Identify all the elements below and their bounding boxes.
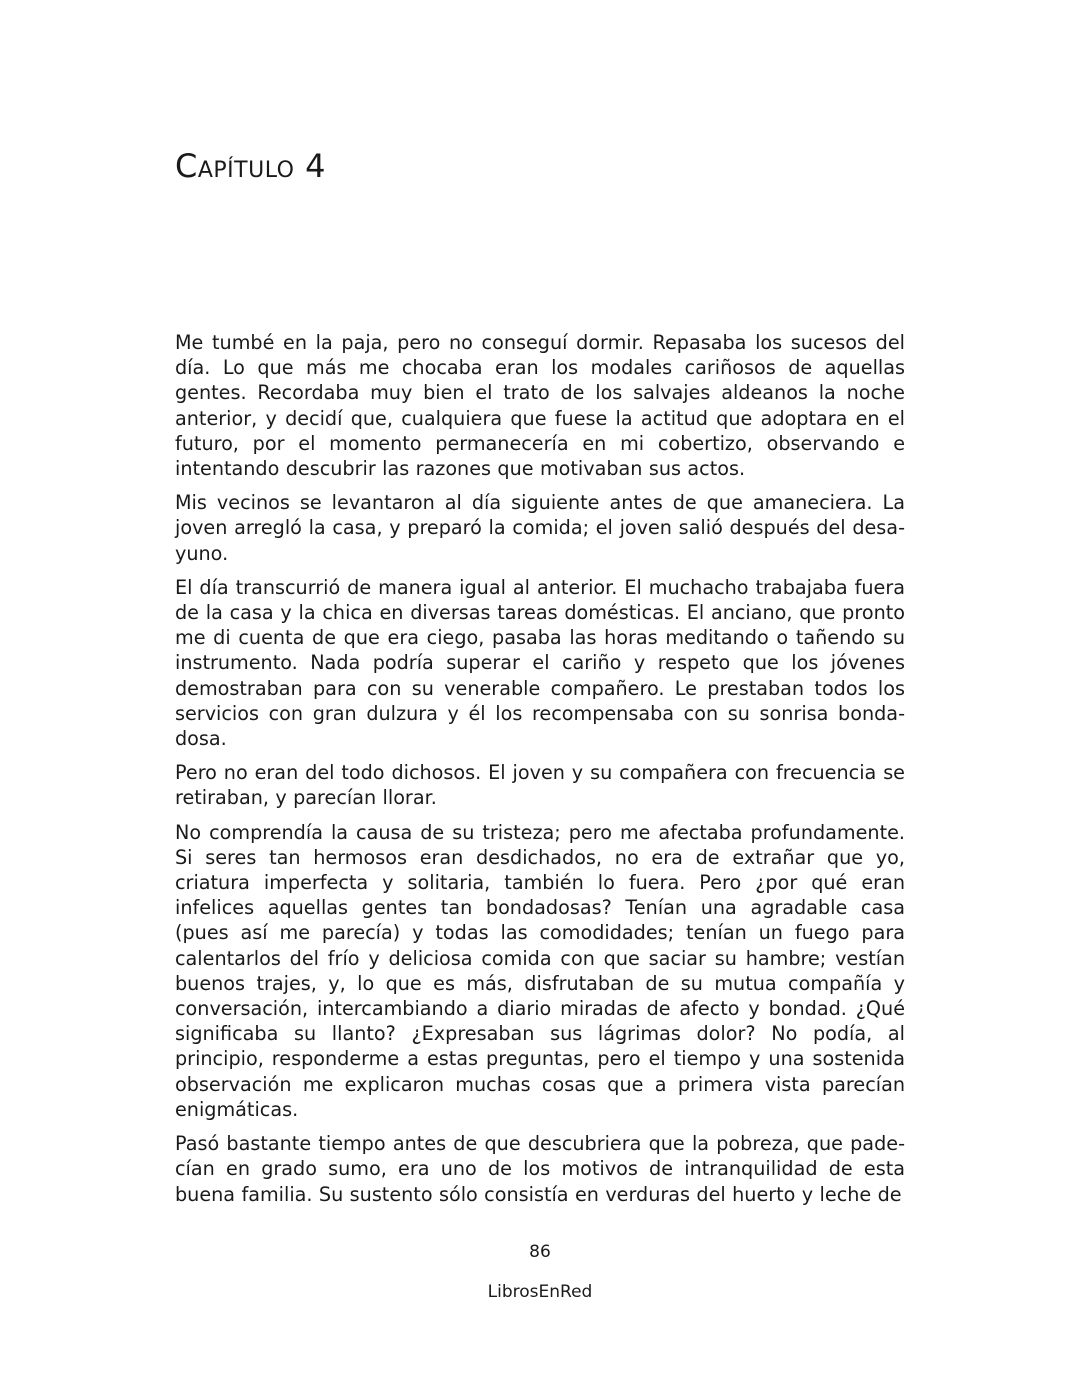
paragraph: Me tumbé en la paja, pero no conseguí dormir. Repasaba los sucesos del día. Lo que más me chocaba eran los modales cariñosos de aquellas gentes. Recordaba muy bien el trato de los salvajes aldeanos la noche anterior, y decidí que, cualquiera que fuese la actitud que adoptara en el futuro, por el momento permanecería en mi cobertizo, observando e intentando descubrir las razones que motivaban sus actos. [175,331,905,481]
chapter-title: Capítulo 4 [175,147,327,185]
paragraph: El día transcurrió de manera igual al anterior. El muchacho trabajaba fuera de la casa y la chica en diversas tareas domésticas. El anciano, que pronto me di cuenta de que era ciego, pasaba las horas meditando o tañendo su instrumento. Nada podría superar el cariño y respeto que los jóvenes demostraban para con su venerable compañero. Le prestaban todos los servicios con gran dulzura y él los recompensaba con su sonrisa bondadosa. [175,575,905,751]
paragraph: Pero no eran del todo dichosos. El joven y su compañera con frecuencia se retiraban, y parecían llorar. [175,761,905,810]
chapter-body [175,330,905,1216]
paragraph: Pasó bastante tiempo antes de que descubriera que la pobreza, que padecían en grado sumo, era uno de los motivos de intranquilidad de esta buena familia. Su sustento sólo consistía en verduras del huerto y leche de [175,1132,905,1206]
paragraph: Mis vecinos se levantaron al día siguiente antes de que amaneciera. La joven arregló la casa, y preparó la comida; el joven salió después del desayuno. [175,491,905,565]
footer-brand: LibrosEnRed [487,1282,593,1302]
paragraph: No comprendía la causa de su tristeza; pero me afectaba profundamente. Si seres tan hermosos eran desdichados, no era de extrañar que yo, criatura imperfecta y solitaria, también lo fuera. Pero ¿por qué eran infelices aquellas gentes tan bondadosas? Tenían una agradable casa (pues así me parecía) y todas las comodidades; tenían un fuego para calentarlos del frío y deliciosa comida con que saciar su hambre; vestían buenos trajes, y, lo que es más, disfrutaban de su mutua compañía y conversación, intercambiando a diario miradas de afecto y bondad. ¿Qué significaba su llanto? ¿Expresaban sus lágrimas dolor? No podía, al principio, responderme a estas preguntas, pero el tiempo y una sostenida observación me explicaron muchas cosas que a primera vista parecían enigmáticas. [175,820,905,1121]
page-number: 86 [529,1242,551,1262]
